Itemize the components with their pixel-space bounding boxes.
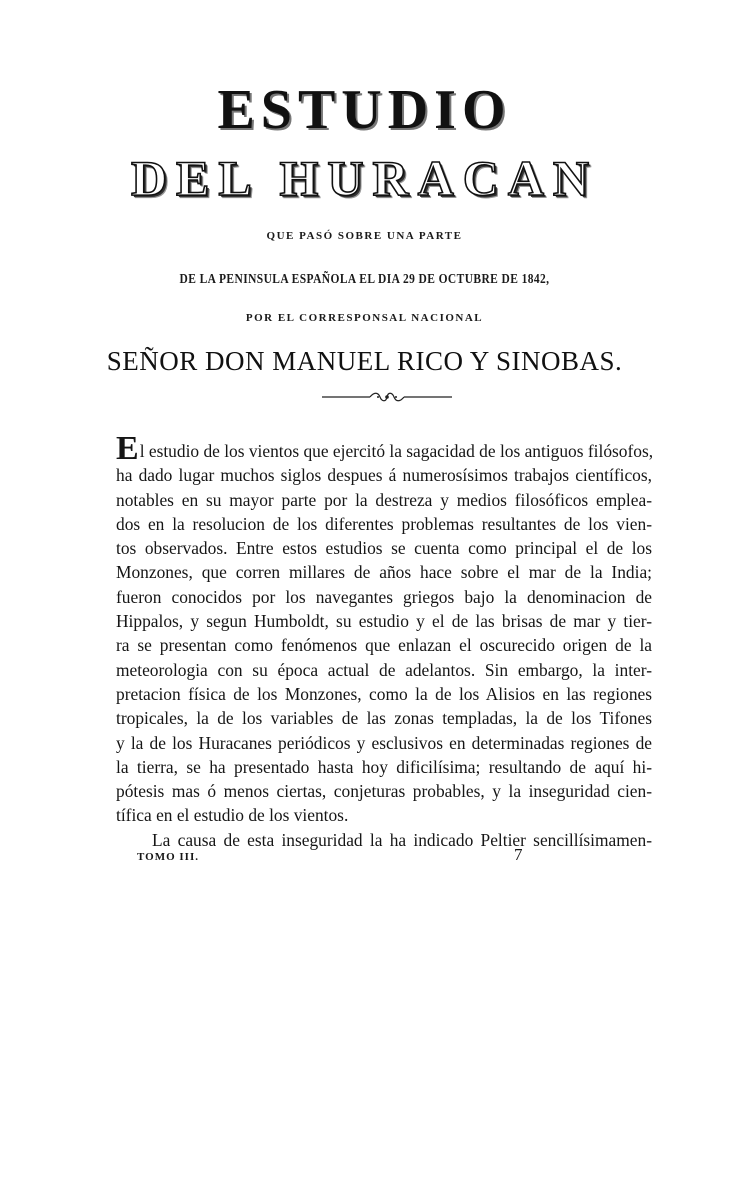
text-line-content: ha dado lugar muchos siglos despues á numerosísimos trabajos científicos, bbox=[116, 465, 652, 486]
ornament-divider bbox=[322, 391, 452, 403]
title-line-2: DEL HURACAN bbox=[130, 150, 599, 206]
text-line bbox=[116, 658, 652, 682]
text-line bbox=[116, 430, 654, 467]
subtitle-line-3: POR EL CORRESPONSAL NACIONAL bbox=[245, 312, 484, 324]
text-line-content: pótesis mas ó menos ciertas, conjeturas probables, y la inseguridad cien- bbox=[116, 781, 652, 802]
text-line bbox=[116, 585, 652, 609]
text-line-content: Monzones, que corren millares de años hace sobre el mar de la India; bbox=[116, 562, 652, 583]
text-line-content: notables en su mayor parte por la destreza y medios filosóficos emplea- bbox=[116, 489, 652, 510]
text-line bbox=[116, 803, 652, 827]
text-line bbox=[116, 755, 652, 779]
text-line bbox=[116, 682, 652, 706]
text-line bbox=[116, 488, 652, 512]
text-line-content: tropicales, la de los variables de las zonas templadas, la de los Tifones bbox=[116, 708, 652, 729]
subtitle-line-1: QUE PASÓ SOBRE UNA PARTE bbox=[266, 230, 463, 242]
text-line-content: l estudio de los vientos que ejercitó la sagacidad de los antiguos filósofos, bbox=[139, 441, 654, 461]
text-line-content: pretacion física de los Monzones, como la de los Alisios en las regiones bbox=[116, 683, 652, 704]
text-line bbox=[116, 536, 652, 560]
text-line-content: fueron conocidos por los navegantes griegos bajo la denominacion de bbox=[116, 586, 652, 607]
title-line-1: ESTUDIO bbox=[217, 79, 512, 141]
text-line bbox=[116, 731, 652, 755]
footer-signature: 7 bbox=[514, 845, 523, 864]
text-line bbox=[116, 706, 652, 730]
text-line-content: La causa de esta inseguridad la ha indicado Peltier sencillísimamen- bbox=[152, 829, 652, 850]
body-text bbox=[116, 430, 654, 852]
text-line-content: la tierra, se ha presentado hasta hoy dificilísima; resultando de aquí hi- bbox=[116, 756, 652, 777]
text-line bbox=[116, 609, 652, 633]
text-line bbox=[116, 463, 652, 487]
text-line-content: Hippalos, y segun Humboldt, su estudio y el de las brisas de mar y tier- bbox=[116, 611, 652, 632]
text-line-content: meteorologia con su época actual de adelantos. Sin embargo, la inter- bbox=[116, 659, 652, 680]
text-line-content: y la de los Huracanes periódicos y esclusivos en determinadas regiones de bbox=[116, 732, 652, 753]
text-line-content: tífica en el estudio de los vientos. bbox=[116, 805, 349, 826]
drop-cap: E bbox=[116, 430, 139, 467]
author-name: SEÑOR DON MANUEL RICO Y SINOBAS. bbox=[106, 346, 623, 376]
text-line bbox=[116, 512, 652, 536]
text-line-content: dos en la resolucion de los diferentes problemas resultantes de los vien- bbox=[116, 513, 652, 534]
text-line bbox=[116, 828, 652, 852]
footer-volume: TOMO III. bbox=[137, 851, 199, 863]
text-line-content: tos observados. Entre estos estudios se cuenta como principal el de los bbox=[116, 538, 652, 559]
text-line-content: ra se presentan como fenómenos que enlazan el oscurecido origen de la bbox=[116, 635, 652, 656]
text-line bbox=[116, 779, 652, 803]
text-line bbox=[116, 560, 652, 584]
text-line bbox=[116, 633, 652, 657]
subtitle-line-2: DE LA PENINSULA ESPAÑOLA EL DIA 29 DE OCTUBRE DE 1842, bbox=[179, 272, 550, 287]
